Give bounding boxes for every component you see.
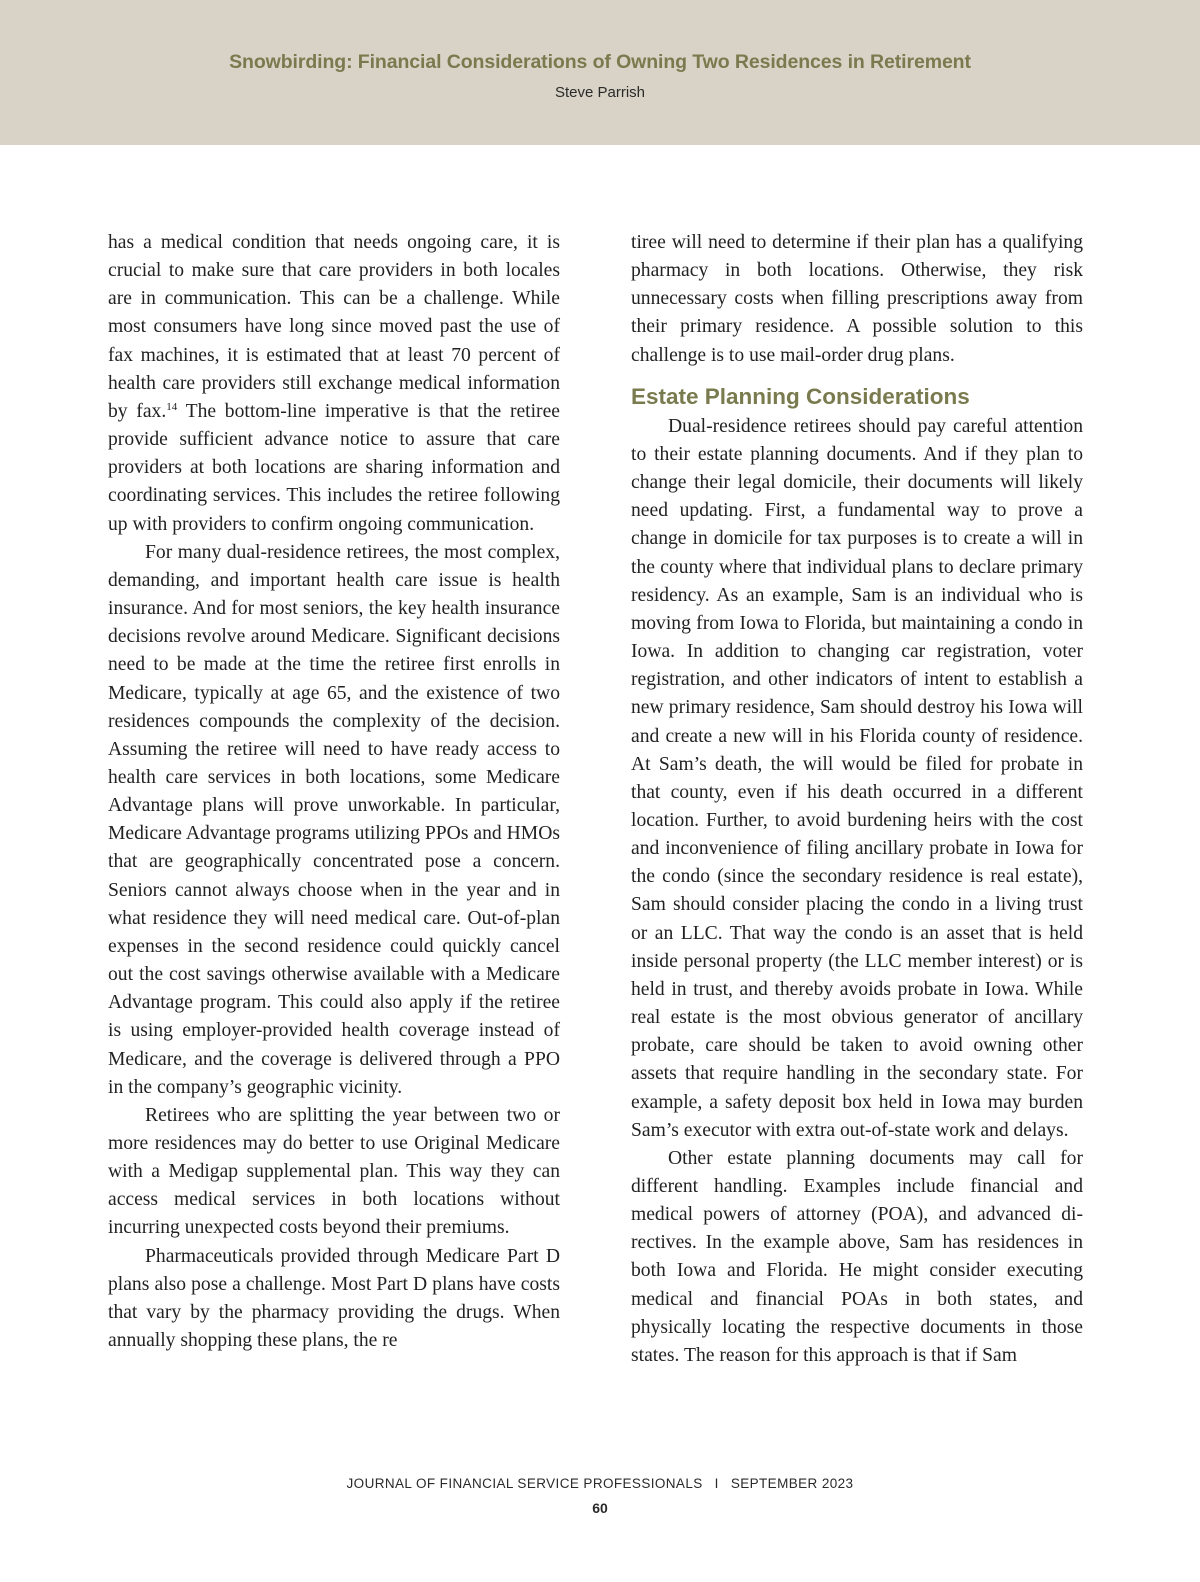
footnote-reference: 14: [166, 400, 178, 413]
left-column: [108, 229, 560, 1355]
body-paragraph: Other estate planning documents may call for different handling. Examples include financial and medical powers of attorney (POA), and advanced directives. In the example above, Sam has residences in both Iowa and Florida. He might consider executing medical and financial POAs in both states, and physically locating the respective documents in those states. The reason for this approach is that if Sam: [631, 1147, 1083, 1366]
article-title: Snowbirding: Financial Considerations of Owning Two Residences in Retirement: [229, 51, 971, 73]
footer-separator: I: [714, 1476, 719, 1491]
body-paragraph: For many dual-residence retirees, the most complex, demanding, and important health care issue is health insurance. And for most seniors, the key health insurance decisions revolve around Medicare. Significant decisions need to be made at the time the retiree first enrolls in Medicare, typically at age 65, and the existence of two residences compounds the complexity of the decision. Assuming the retiree will need to have ready access to health care services in both locations, some Medicare Advantage plans will prove unworkable. In particular, Medicare Advantage programs utilizing PPOs and HMOs that are geographically concentrated pose a concern. Seniors cannot always choose when in the year and in what residence they will need medical care. Out-of-plan expenses in the second residence could quickly cancel out the cost savings otherwise available with a Medicare Advantage program. This could also apply if the retiree is using employer-provided health coverage instead of Medicare, and the coverage is delivered through a PPO in the company’s geographic vicinity.: [108, 541, 560, 1098]
running-header: [0, 0, 1200, 145]
paragraph-text: has a medical condition that needs ongoing care, it is crucial to make sure that care providers in both locales are in communication. This can be a challenge. While most consumers have long since moved past the use of fax machines, it is estimated that at least 70 percent of health care providers still exchange medical information by fax.: [108, 232, 560, 422]
journal-name: JOURNAL OF FINANCIAL SERVICE PROFESSIONALS: [346, 1476, 703, 1491]
body-paragraph: Retirees who are splitting the year between two or more residences may do better to use Original Medicare with a Medigap supplemental plan. This way they can access medical services in both locations without incurring unexpected costs beyond their premiums.: [108, 1104, 560, 1239]
footer-journal-line: [0, 1476, 1200, 1491]
section-heading: Estate Planning Considerations: [631, 383, 970, 409]
paragraph-text: The bottom-line imperative is that the retiree provide sufficient advance notice to assure that care providers at both locations are sharing information and coordinating services. This includes the retiree following up with providers to confirm ongoing communication.: [108, 400, 560, 535]
body-paragraph: Dual-residence retirees should pay careful attention to their estate planning documents. And if they plan to change their legal domicile, their documents will likely need updating. First, a fundamental way to prove a change in domicile for tax purposes is to create a will in the county where that individual plans to declare primary residency. As an example, Sam is an individual who is moving from Iowa to Florida, but maintaining a condo in Iowa. In addition to changing car registration, voter registration, and other indicators of intent to establish a new primary residence, Sam should destroy his Iowa will and create a new will in his Florida county of residence. At Sam’s death, the will would be filed for probate in that county, even if his death occurred in a different location. Further, to avoid burdening heirs with the cost and inconvenience of filing ancillary probate in Iowa for the condo (since the secondary residence is real estate), Sam should consider placing the condo in a living trust or an LLC. That way the condo is an asset that is held inside personal property (the LLC member interest) or is held in trust, and thereby avoids probate in Iowa. While real estate is the most obvious generator of ancillary probate, care should be taken to avoid owning other assets that require handling in the secondary state. For example, a safety deposit box held in Iowa may burden Sam’s executor with extra out-of-state work and delays.: [631, 415, 1083, 1141]
issue-date: SEPTEMBER 2023: [730, 1476, 854, 1491]
page-number: 60: [592, 1500, 608, 1516]
article-author: Steve Parrish: [554, 84, 646, 101]
body-paragraph: [108, 229, 560, 539]
body-paragraph: Pharmaceuticals provided through Medicare Part D plans also pose a challenge. Most Part D plans have costs that vary by the pharmacy providing the drugs. When annually shopping these plans, the re: [108, 1245, 560, 1352]
body-paragraph: tiree will need to determine if their plan has a qualifying pharmacy in both locations. Otherwise, they risk unnecessary costs when filling prescriptions away from their primary residence. A possible solution to this challenge is to use mail-order drug plans.: [631, 232, 1083, 366]
right-column: [631, 229, 1083, 1370]
